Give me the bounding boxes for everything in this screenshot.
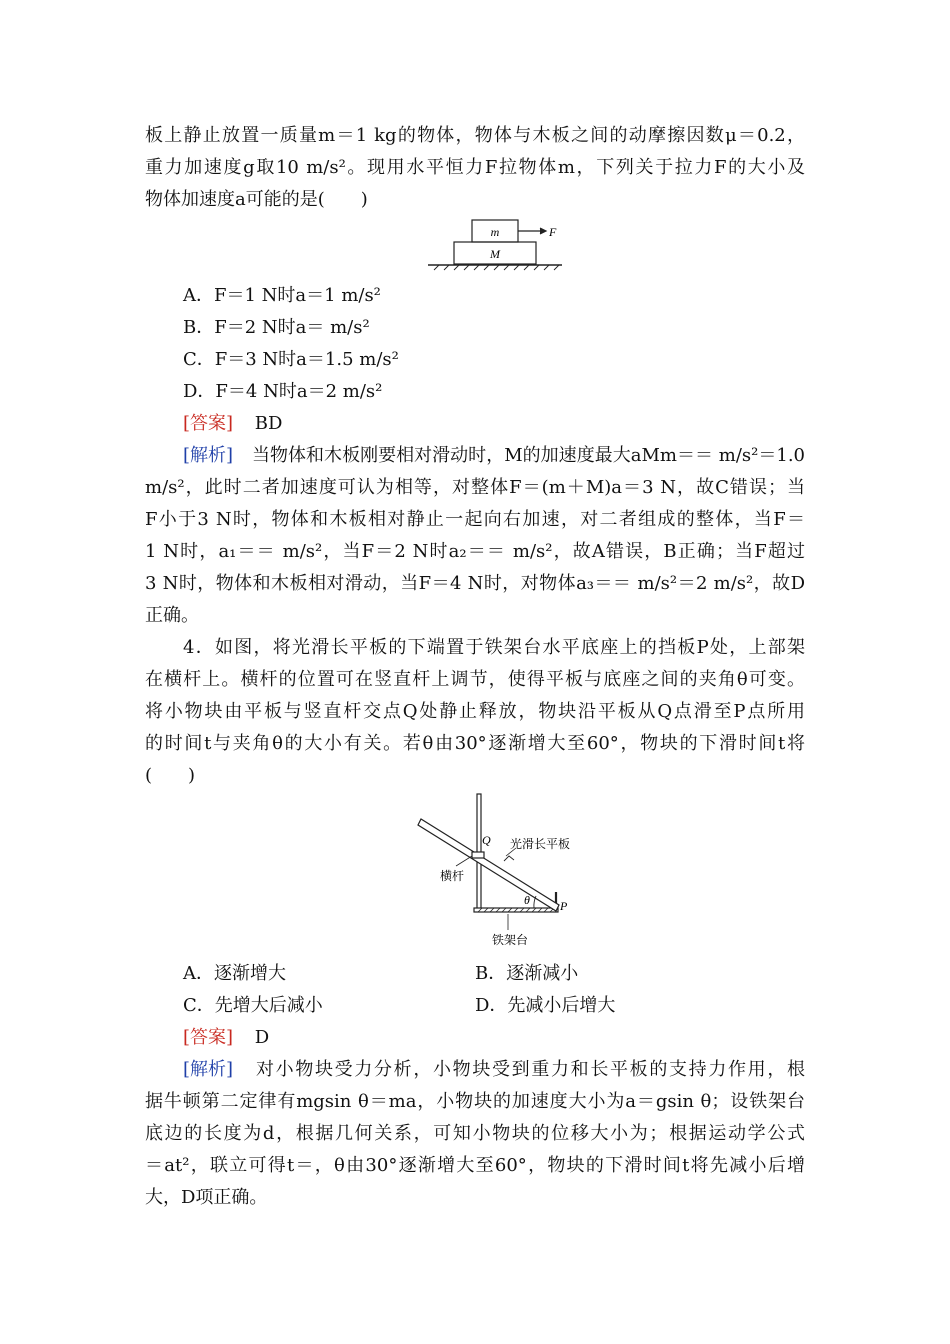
q4-option-a: A．逐渐增大 xyxy=(183,963,286,984)
q4-line-1: 4．如图，将光滑长平板的下端置于铁架台水平底座上的挡板P处，上部架 xyxy=(183,637,805,658)
q4-line-3: 将小物块由平板与竖直杆交点Q处静止释放，物块沿平板从Q点滑至P点所用 xyxy=(145,701,805,722)
label-m: m xyxy=(490,225,500,239)
q4-analysis-line-1: 对小物块受力分析，小物块受到重力和长平板的支持力作用，根 xyxy=(256,1059,805,1080)
q4-answer-row xyxy=(183,1026,269,1050)
q3-analysis-line-3: F小于3 N时，物体和木板相对静止一起向右加速，对二者组成的整体，当F＝ xyxy=(145,509,805,530)
label-P: P xyxy=(560,899,568,913)
q4-option-c: C．先增大后减小 xyxy=(183,995,323,1016)
q4-answer-tag: [答案] xyxy=(183,1027,234,1048)
label-theta: θ xyxy=(524,893,530,907)
q4-option-b: B．逐渐减小 xyxy=(475,963,579,984)
q4-answer: D xyxy=(254,1027,270,1048)
q4-option-d: D．先减小后增大 xyxy=(475,995,616,1016)
label-Q: Q xyxy=(482,833,491,847)
q4-line-5: ( ) xyxy=(145,765,196,786)
cross-bar xyxy=(472,852,484,858)
q3-answer-tag: [答案] xyxy=(183,413,234,434)
q4-line-2: 在横杆上。横杆的位置可在竖直杆上调节，使得平板与底座之间的夹角θ可变。 xyxy=(145,669,805,690)
q3-answer: BD xyxy=(254,413,283,434)
q4-analysis-tag: [解析] xyxy=(183,1059,234,1080)
q4-line-4: 的时间t与夹角θ的大小有关。若θ由30°逐渐增大至60°，物块的下滑时间t将 xyxy=(145,733,805,754)
q3-block-figure xyxy=(428,214,568,276)
label-board: 光滑长平板 xyxy=(510,837,571,851)
q3-option-c: C．F＝3 N时a＝1.5 m/s² xyxy=(183,349,399,370)
q3-analysis-line-2: m/s²，此时二者加速度可认为相等，对整体F＝(m＋M)a＝3 N，故C错误；当 xyxy=(145,477,805,498)
q3-answer-row xyxy=(183,412,282,436)
q3-line-2: 重力加速度g取10 m/s²。现用水平恒力F拉物体m，下列关于拉力F的大小及 xyxy=(145,157,805,178)
q3-option-d: D．F＝4 N时a＝2 m/s² xyxy=(183,381,383,402)
label-M: M xyxy=(490,247,500,261)
q3-option-a: A．F＝1 N时a＝1 m/s² xyxy=(183,285,381,306)
q3-line-1: 板上静止放置一质量m＝1 kg的物体，物体与木板之间的动摩擦因数μ＝0.2， xyxy=(145,125,805,146)
q4-analysis-line-5: 大，D项正确。 xyxy=(145,1187,268,1208)
q4-analysis-line-3: 底边的长度为d，根据几何关系，可知小物块的位移大小为；根据运动学公式 xyxy=(145,1123,805,1144)
q4-analysis-line-4: ＝at²，联立可得t＝，θ由30°逐渐增大至60°，物块的下滑时间t将先减小后增 xyxy=(145,1155,805,1176)
q4-incline-figure xyxy=(408,788,598,956)
label-stand: 铁架台 xyxy=(492,933,529,947)
label-F: F xyxy=(549,225,557,239)
q3-analysis-line-1: 当物体和木板刚要相对滑动时，M的加速度最大aMm＝＝ m/s²＝1.0 xyxy=(252,445,805,466)
q3-analysis-line-6: 正确。 xyxy=(145,605,199,626)
q3-analysis-line-4: 1 N时，a₁＝＝ m/s²，当F＝2 N时a₂＝＝ m/s²，故A错误，B正确；当F超过 xyxy=(145,541,805,562)
q3-analysis-line-5: 3 N时，物体和木板相对滑动，当F＝4 N时，对物体a₃＝＝ m/s²＝2 m/s²，故D xyxy=(145,573,805,594)
q3-analysis-tag: [解析] xyxy=(183,445,234,466)
q3-option-b: B．F＝2 N时a＝ m/s² xyxy=(183,317,370,338)
q3-line-3: 物体加速度a可能的是( ) xyxy=(145,189,368,210)
q4-analysis-line-2: 据牛顿第二定律有mgsin θ＝ma，小物块的加速度大小为a＝gsin θ；设铁架台 xyxy=(145,1091,805,1112)
label-crossbar: 横杆 xyxy=(440,869,465,883)
